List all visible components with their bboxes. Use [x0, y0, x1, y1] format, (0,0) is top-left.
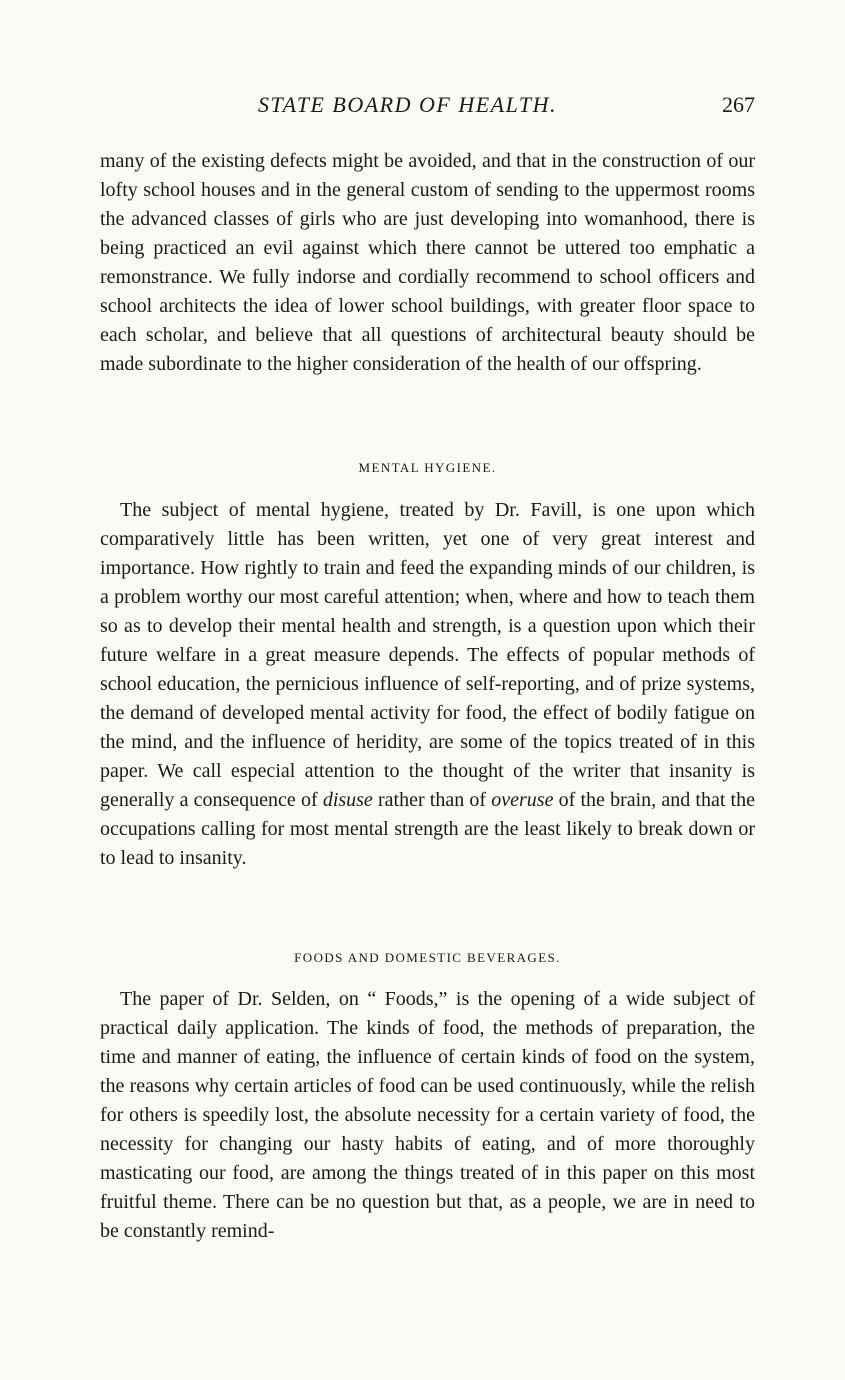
page-number: 267	[722, 92, 755, 117]
mental-hygiene-text-part-2: rather than of	[372, 789, 492, 811]
intro-paragraph: many of the existing defects might be avoided, and that in the construction of our lofty school houses and in the general custom of sending to the uppermost rooms the advanced classes of girls who are just developing into womanhood, there is being practiced an evil against which there cannot be uttered too emphatic a remonstrance. We fully indorse and cordially recommend to school officers and school architects the idea of lower school buildings, with greater floor space to each scholar, and believe that all questions of architectural beauty should be made subordinate to the higher consideration of the health of our offspring.	[100, 150, 755, 375]
running-head: STATE BOARD OF HEALTH.	[258, 92, 557, 117]
foods-text-block	[100, 985, 755, 1246]
foods-paragraph: The paper of Dr. Selden, on “ Foods,” is the opening of a wide subject of practical daily application. The kinds of food, the methods of preparation, the time and manner of eating, the influence of certain kinds of food on the system, the reasons why certain articles of food can be used continuously, while the relish for others is speedily lost, the absolute necessity for a certain variety of food, the necessity for changing our hasty habits of eating, and of more thoroughly masticating our food, are among the things treated of in this paper on this most fruitful theme. There can be no question but that, as a people, we are in need to be constantly remind-	[100, 988, 755, 1242]
mental-hygiene-text-part-1: The subject of mental hygiene, treated by Dr. Favill, is one upon which comparatively little has been written, yet one of very great interest and importance. How rightly to train and feed the expanding minds of our children, is a problem worthy our most careful attention; when, where and how to teach them so as to develop their mental health and strength, is a question upon which their future welfare in a great measure depends. The effects of popular methods of school education, the pernicious influence of self-reporting, and of prize systems, the demand of developed mental activity for food, the effect of bodily fatigue on the mind, and the influence of heridity, are some of the topics treated of in this paper. We call especial attention to the thought of the writer that insanity is generally a consequence of	[100, 499, 755, 811]
emphasis-overuse: overuse	[491, 789, 554, 811]
mental-hygiene-text-block	[100, 496, 755, 873]
foods-heading: FOODS AND DOMESTIC BEVERAGES.	[294, 950, 561, 965]
mental-hygiene-paragraph	[100, 496, 755, 873]
mental-hygiene-text-part-3: of the brain, and that the occupations calling for most mental strength are the least likely to break down or to lead to insanity.	[100, 789, 755, 869]
emphasis-disuse: disuse	[322, 789, 373, 811]
intro-text-block	[100, 147, 755, 379]
mental-hygiene-heading: MENTAL HYGIENE.	[358, 460, 497, 475]
